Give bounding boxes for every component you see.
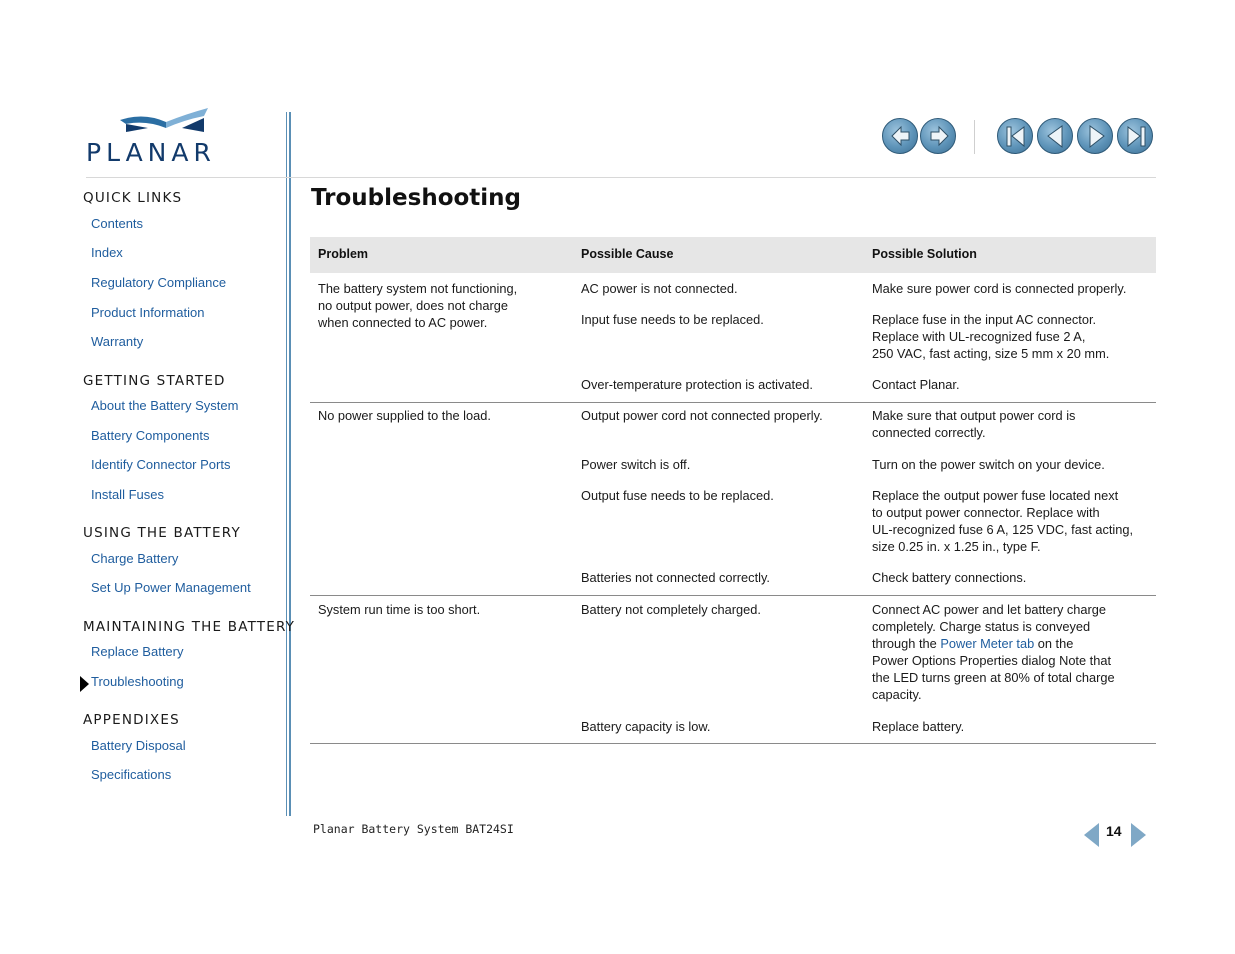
planar-logo [86, 106, 242, 168]
back-icon [883, 119, 919, 155]
sidebar-item-index[interactable]: Index [91, 245, 123, 260]
power-meter-tab-link[interactable]: Power Meter tab [940, 636, 1035, 651]
sidebar-item-install-fuses[interactable]: Install Fuses [91, 487, 164, 502]
cause-cell: Batteries not connected correctly. [581, 570, 770, 585]
page-title: Troubleshooting [311, 185, 522, 211]
section-title-quick-links: QUICK LINKS [83, 190, 183, 206]
cause-cell: Over-temperature protection is activated. [581, 377, 813, 392]
sidebar-item-specifications[interactable]: Specifications [91, 767, 172, 782]
next-page-button[interactable] [1077, 118, 1113, 154]
nav-separator [974, 120, 975, 154]
table-header [310, 237, 1156, 273]
solution-cell: Contact Planar. [872, 377, 960, 392]
solution-cell: Replace fuse in the input AC connector. Replace with UL-recognized fuse 2 A, 250 VAC, fast acting, size 5 mm x 20 mm. [872, 312, 1110, 361]
section-title-using-the-battery: USING THE BATTERY [83, 525, 241, 541]
logo-swoosh-icon [86, 106, 242, 138]
solution-cell: Replace the output power fuse located next to output power connector. Replace with UL-recognized fuse 6 A, 125 VDC, fast acting, size 0.25 in. x 1.25 in., type F. [872, 488, 1134, 554]
cause-cell: Power switch is off. [581, 457, 691, 472]
section-title-maintaining-the-battery: MAINTAINING THE BATTERY [83, 619, 296, 635]
cause-cell: Output power cord not connected properly. [581, 408, 823, 423]
sidebar-item-product-information[interactable]: Product Information [91, 305, 205, 320]
sidebar-item-set-up-power-management[interactable]: Set Up Power Management [91, 580, 251, 595]
next-page-arrow-icon[interactable] [1131, 823, 1146, 847]
sidebar-item-warranty[interactable]: Warranty [91, 334, 144, 349]
header-rule [86, 177, 1156, 178]
sidebar-item-about-battery-system[interactable]: About the Battery System [91, 398, 239, 413]
problem-cell: No power supplied to the load. [318, 408, 491, 423]
sidebar-item-battery-components[interactable]: Battery Components [91, 428, 210, 443]
cause-cell: AC power is not connected. [581, 281, 738, 296]
problem-cell: The battery system not functioning, no output power, does not charge when connected to AC power. [318, 281, 518, 330]
solution-cell: Check battery connections. [872, 570, 1027, 585]
cause-cell: Input fuse needs to be replaced. [581, 312, 764, 327]
problem-cell: System run time is too short. [318, 602, 481, 617]
next-page-icon [1078, 119, 1114, 155]
sidebar-item-contents[interactable]: Contents [91, 216, 144, 231]
logo-text: PLANAR [86, 138, 216, 167]
previous-page-icon [1038, 119, 1074, 155]
solution-cell: Make sure that output power cord is connected correctly. [872, 408, 1076, 440]
header-problem: Problem [318, 247, 369, 261]
last-page-icon [1118, 119, 1154, 155]
current-page-arrow-icon [80, 676, 89, 692]
back-button[interactable] [882, 118, 918, 154]
previous-page-button[interactable] [1037, 118, 1073, 154]
section-title-appendixes: APPENDIXES [83, 712, 180, 728]
footer-product-name: Planar Battery System BAT24SI [313, 822, 514, 836]
sidebar-item-battery-disposal[interactable]: Battery Disposal [91, 738, 186, 753]
solution-cell: Turn on the power switch on your device. [872, 457, 1105, 472]
cause-cell: Battery capacity is low. [581, 719, 711, 734]
sidebar-divider-thick [289, 112, 291, 816]
section-title-getting-started: GETTING STARTED [83, 373, 226, 389]
cause-cell: Battery not completely charged. [581, 602, 761, 617]
sidebar-divider [286, 112, 287, 816]
page-number: 14 [1106, 823, 1122, 839]
solution-cell: Connect AC power and let battery charge completely. Charge status is conveyed through the Power Meter tab on the Power Options Properties dialog Note that the LED turns green at 80% of total charge capacity. [872, 602, 1115, 702]
previous-page-arrow-icon[interactable] [1084, 823, 1099, 847]
row-divider [310, 402, 1156, 403]
forward-button[interactable] [920, 118, 956, 154]
sidebar-item-identify-connector-ports[interactable]: Identify Connector Ports [91, 457, 231, 472]
sidebar-item-charge-battery[interactable]: Charge Battery [91, 551, 179, 566]
last-page-button[interactable] [1117, 118, 1153, 154]
first-page-button[interactable] [997, 118, 1033, 154]
sidebar-item-troubleshooting[interactable]: Troubleshooting [91, 674, 184, 689]
cause-cell: Output fuse needs to be replaced. [581, 488, 774, 503]
first-page-icon [998, 119, 1034, 155]
row-divider [310, 743, 1156, 744]
forward-icon [921, 119, 957, 155]
sidebar-item-regulatory-compliance[interactable]: Regulatory Compliance [91, 275, 227, 290]
row-divider [310, 595, 1156, 596]
header-possible-solution: Possible Solution [872, 247, 977, 261]
sidebar-item-replace-battery[interactable]: Replace Battery [91, 644, 184, 659]
solution-cell: Replace battery. [872, 719, 965, 734]
header-possible-cause: Possible Cause [581, 247, 674, 261]
solution-cell: Make sure power cord is connected properly. [872, 281, 1127, 296]
